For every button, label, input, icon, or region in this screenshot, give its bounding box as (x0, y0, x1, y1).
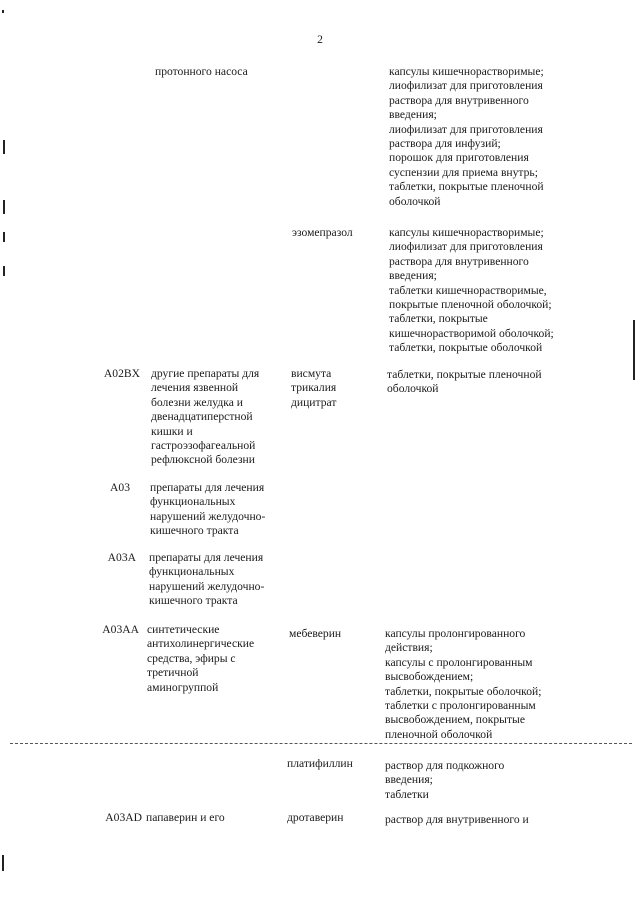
dosage-forms: раствор для внутривенного и (385, 813, 529, 826)
drug-name: висмута трикалия дицитрат (291, 367, 337, 409)
dosage-forms: капсулы пролонгированного действия; капсулы с пролонгированным высвобождением; таблетки, покрытые оболочкой; таблетки с пролонгированным высвобождением, покрытые пленочной оболочкой (385, 627, 542, 741)
group-name: препараты для лечения функциональных нарушений желудочно- кишечного тракта (149, 551, 265, 608)
scan-mark (2, 10, 4, 13)
scan-mark (3, 232, 5, 242)
atc-code: A03A (107, 551, 136, 564)
dosage-forms: таблетки, покрытые пленочной оболочкой (387, 368, 542, 396)
group-name: препараты для лечения функциональных нарушений желудочно- кишечного тракта (150, 481, 266, 538)
group-name: синтетические антихолинергические средства, эфиры с третичной аминогруппой (147, 623, 255, 694)
atc-code: A03AD (105, 811, 142, 824)
page-number: 2 (317, 33, 323, 46)
scan-mark (3, 140, 5, 154)
scan-mark (3, 266, 5, 276)
atc-code: A02BX (103, 367, 140, 380)
dosage-forms: капсулы кишечнорастворимые; лиофилизат для приготовления раствора для внутривенного введения; таблетки кишечнорастворимые, покрытые пленочной оболочкой; таблетки, покрытые кишечнорастворимой оболочкой; таблетки, покрытые оболочкой (389, 226, 554, 355)
scan-mark (2, 855, 4, 871)
atc-code: A03AA (102, 623, 139, 636)
drug-name: дротаверин (287, 811, 344, 824)
page-break-line (10, 743, 632, 744)
dosage-forms: капсулы кишечнорастворимые; лиофилизат для приготовления раствора для внутривенного введения; лиофилизат для приготовления раствора для инфузий; порошок для приготовления суспензии для приема внутрь; таблетки, покрытые пленочной оболочкой (389, 65, 544, 208)
drug-name: мебеверин (289, 627, 342, 640)
atc-code: A03 (110, 481, 130, 494)
group-name: протонного насоса (155, 65, 248, 78)
scan-mark (3, 200, 5, 214)
dosage-forms: раствор для подкожного введения; таблетки (385, 759, 505, 801)
drug-name: эзомепразол (292, 226, 353, 239)
group-name: папаверин и его (146, 811, 225, 824)
scan-mark (633, 320, 635, 380)
drug-name: платифиллин (287, 757, 353, 770)
group-name: другие препараты для лечения язвенной болезни желудка и двенадцатиперстной кишки и гастроэзофагеальной рефлюксной болезни (151, 367, 260, 467)
